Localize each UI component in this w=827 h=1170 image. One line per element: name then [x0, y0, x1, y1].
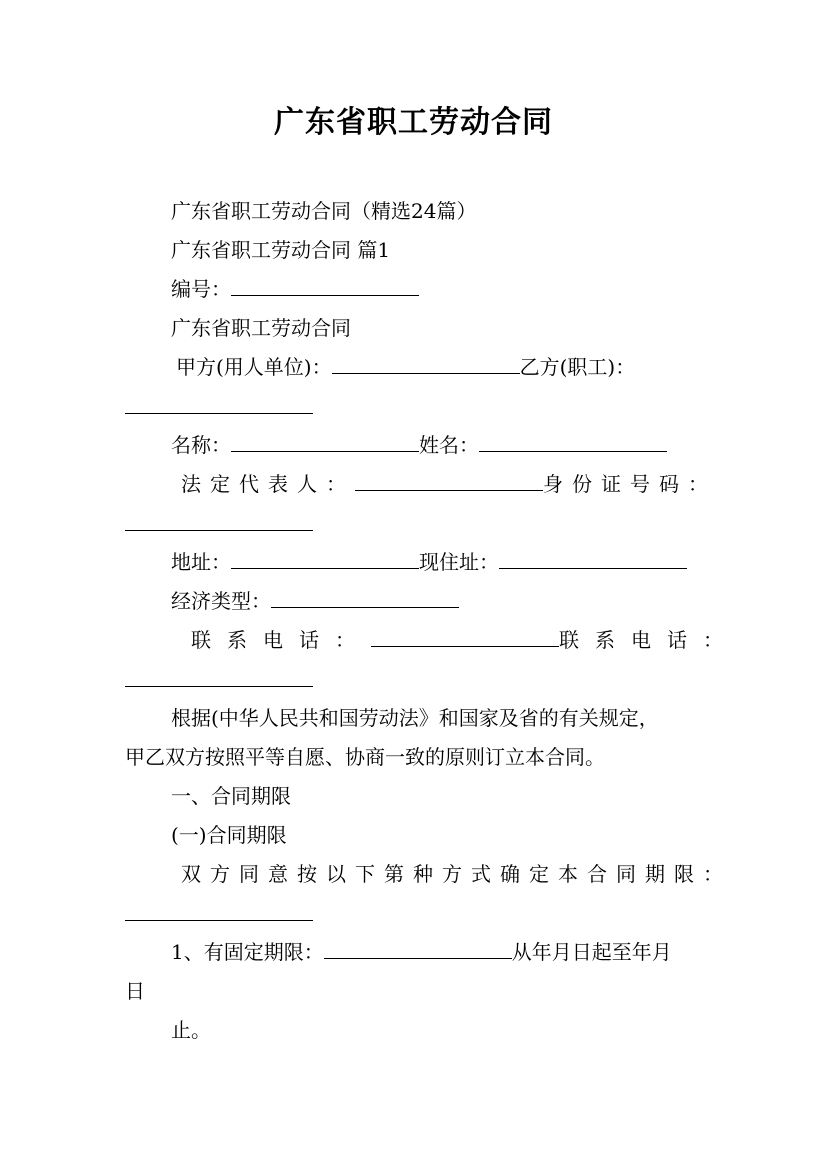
- part-heading: 广东省职工劳动合同 篇1: [171, 238, 391, 262]
- fixed-term-line: [171, 940, 672, 964]
- person-name-label: 姓名：: [419, 433, 479, 457]
- current-address-blank: [499, 550, 687, 569]
- phone-label-a: 联系电话：: [191, 628, 371, 652]
- party-a-blank: [332, 355, 520, 374]
- fixed-term-blank: [324, 940, 512, 959]
- fixed-term-end: 止。: [171, 1018, 211, 1042]
- document-title: 广东省职工劳动合同: [274, 105, 553, 140]
- fixed-term-day: 日: [125, 979, 145, 1003]
- basis-line-1: 根据(中华人民共和国劳动法》和国家及省的有关规定，: [171, 706, 659, 730]
- party-b-label: 乙方(职工)：: [519, 355, 636, 379]
- economic-type-blank: [271, 589, 459, 608]
- parties-line: [176, 355, 635, 379]
- economic-type-line: [171, 589, 459, 613]
- legal-rep-line: [181, 472, 717, 496]
- phone-label-b: 联系电话：: [559, 628, 739, 652]
- phone-line: [191, 628, 739, 652]
- contract-name-line: 广东省职工劳动合同: [171, 316, 351, 340]
- person-name-blank: [479, 433, 667, 452]
- number-label: 编号：: [171, 277, 231, 301]
- address-label: 地址：: [171, 550, 231, 574]
- number-line: [171, 277, 419, 301]
- subsection-heading: (一)合同期限: [171, 823, 287, 847]
- name-blank: [231, 433, 419, 452]
- current-address-label: 现住址：: [419, 550, 499, 574]
- id-blank: [125, 530, 313, 531]
- section-heading: 一、合同期限: [171, 784, 291, 808]
- basis-line-2: 甲乙双方按照平等自愿、协商一致的原则订立本合同。: [125, 745, 605, 769]
- name-label: 名称：: [171, 433, 231, 457]
- address-line: [171, 550, 687, 574]
- legal-rep-label: 法定代表人：: [181, 472, 355, 496]
- economic-type-label: 经济类型：: [171, 589, 271, 613]
- fixed-term-tail: 从年月日起至年月: [511, 940, 672, 964]
- term-method-blank: [125, 920, 313, 921]
- party-a-label: 甲方(用人单位)：: [176, 355, 332, 379]
- term-method-line: 双方同意按以下第种方式确定本合同期限：: [181, 862, 732, 886]
- fixed-term-label: 1、有固定期限：: [171, 940, 324, 964]
- name-line: [171, 433, 667, 457]
- subtitle-line: 广东省职工劳动合同（精选24篇）: [171, 199, 477, 223]
- phone-blank-b: [125, 686, 313, 687]
- legal-rep-blank: [355, 472, 543, 491]
- address-blank: [231, 550, 419, 569]
- party-b-blank: [125, 413, 313, 414]
- id-label: 身份证号码：: [543, 472, 717, 496]
- phone-blank-a: [371, 628, 559, 647]
- number-blank: [231, 277, 419, 296]
